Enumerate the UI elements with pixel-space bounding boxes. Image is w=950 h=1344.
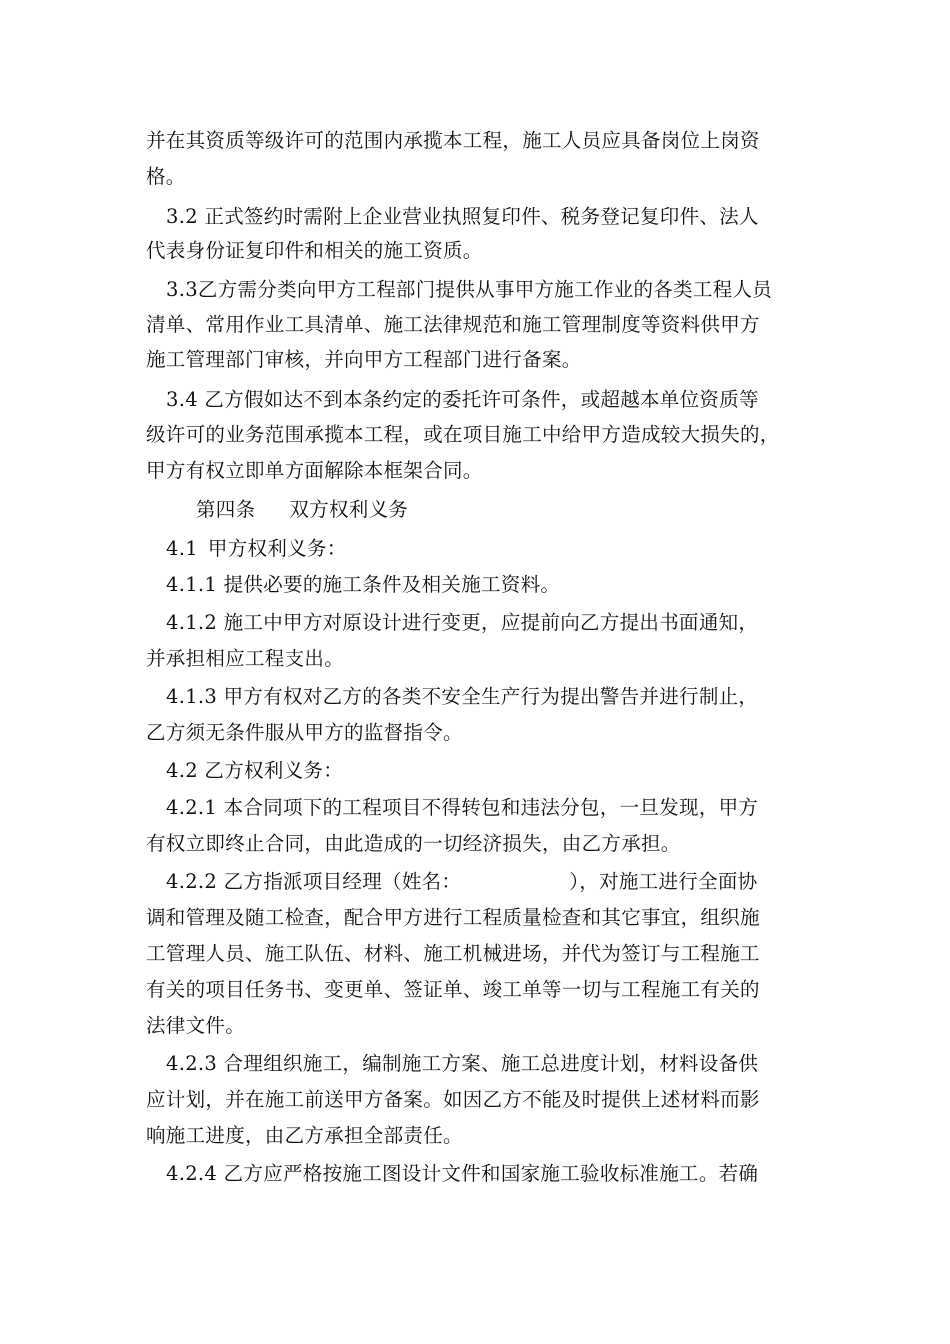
paragraph-line: 有权立即终止合同，由此造成的一切经济损失，由乙方承担。 — [146, 832, 681, 855]
clause-4-1-3-line: 4.1.3 甲方有权对乙方的各类不安全生产行为提出警告并进行制止， — [166, 685, 759, 708]
paragraph-line: 级许可的业务范围承揽本工程，或在项目施工中给甲方造成较大损失的， — [146, 423, 780, 446]
article-heading — [196, 497, 408, 523]
clause-4-2-2-line — [166, 869, 757, 895]
paragraph-line: 法律文件。 — [146, 1014, 246, 1037]
clause-number: 4.1 — [166, 537, 198, 560]
paragraph-line: 有关的项目任务书、变更单、签证单、竣工单等一切与工程施工有关的 — [146, 978, 760, 1001]
paragraph-line: 代表身份证复印件和相关的施工资质。 — [146, 239, 483, 262]
paragraph-line: 并在其资质等级许可的范围内承揽本工程，施工人员应具备岗位上岗资 — [146, 129, 760, 152]
paragraph-line: 工管理人员、施工队伍、材料、施工机械进场，并代为签订与工程施工 — [146, 942, 760, 965]
paragraph-line: 调和管理及随工检查，配合甲方进行工程质量检查和其它事宜，组织施 — [146, 906, 760, 929]
clause-4-2-1-line: 4.2.1 本合同项下的工程项目不得转包和违法分包，一旦发现，甲方 — [166, 796, 759, 819]
clause-text-before-name: 4.2.2 乙方指派项目经理（姓名： — [166, 870, 462, 893]
paragraph-line: 施工管理部门审核，并向甲方工程部门进行备案。 — [146, 348, 582, 371]
clause-3-3-line: 3.3乙方需分类向甲方工程部门提供从事甲方施工作业的各类工程人员 — [166, 278, 773, 301]
clause-3-2-line: 3.2 正式签约时需附上企业营业执照复印件、税务登记复印件、法人 — [166, 205, 759, 228]
clause-4-1-heading — [166, 536, 347, 562]
clause-3-4-line: 3.4 乙方假如达不到本条约定的委托许可条件，或超越本单位资质等 — [166, 388, 759, 411]
clause-title: 甲方权利义务： — [207, 537, 347, 560]
paragraph-line: 响施工进度，由乙方承担全部责任。 — [146, 1124, 463, 1147]
clause-4-2-3-line: 4.2.3 合理组织施工，编制施工方案、施工总进度计划，材料设备供 — [166, 1052, 759, 1075]
paragraph-line: 并承担相应工程支出。 — [146, 647, 345, 670]
paragraph-line: 格。 — [146, 165, 186, 188]
paragraph-line: 乙方须无条件服从甲方的监督指令。 — [146, 721, 463, 744]
clause-4-2-heading: 4.2 乙方权利义务： — [166, 759, 344, 782]
clause-text-after-name: ），对施工进行全面协 — [569, 870, 758, 893]
paragraph-line: 甲方有权立即单方面解除本框架合同。 — [146, 459, 483, 482]
paragraph-line: 清单、常用作业工具清单、施工法律规范和施工管理制度等资料供甲方 — [146, 313, 760, 336]
article-number: 第四条 — [196, 498, 256, 521]
clause-4-2-4-line: 4.2.4 乙方应严格按施工图设计文件和国家施工验收标准施工。若确 — [166, 1162, 759, 1185]
clause-4-1-1-line: 4.1.1 提供必要的施工条件及相关施工资料。 — [166, 573, 561, 596]
paragraph-line: 应计划，并在施工前送甲方备案。如因乙方不能及时提供上述材料而影 — [146, 1088, 760, 1111]
clause-4-1-2-line: 4.1.2 施工中甲方对原设计进行变更，应提前向乙方提出书面通知， — [166, 611, 759, 634]
article-title: 双方权利义务 — [289, 498, 409, 521]
